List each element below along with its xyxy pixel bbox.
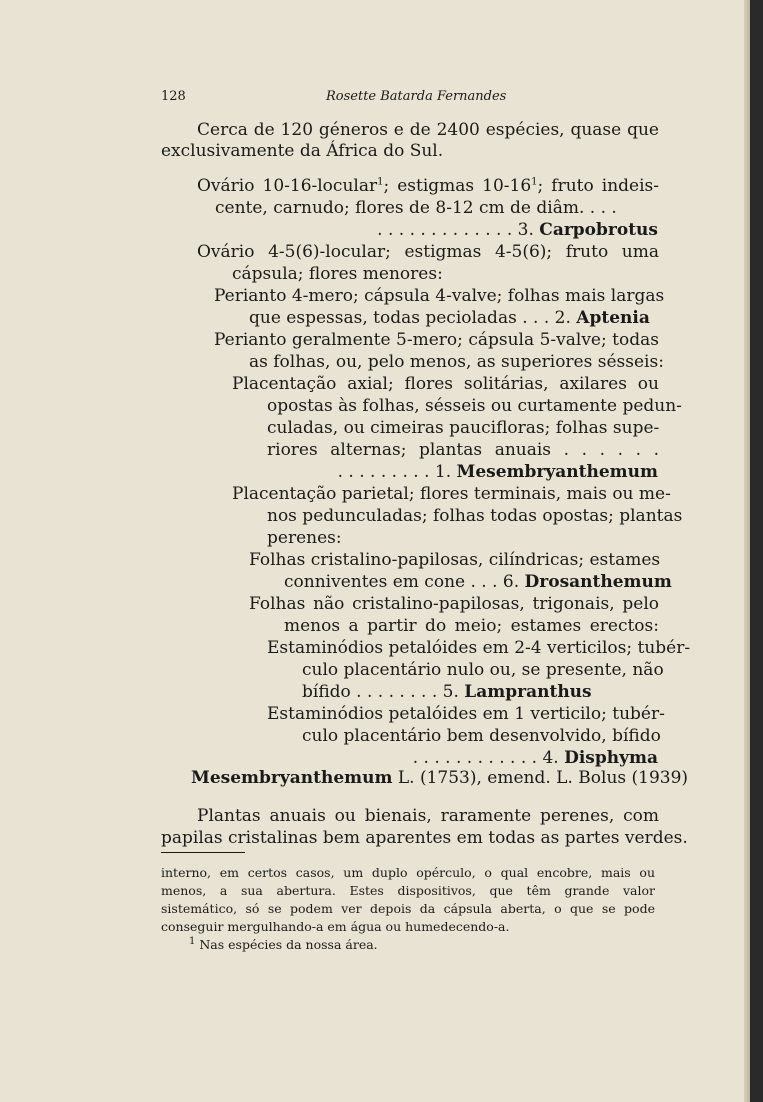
key-line <box>197 175 659 197</box>
footnote-text: Nas espécies da nossa área. <box>199 937 378 952</box>
key-line: cápsula; flores menores: <box>232 264 443 284</box>
key-line: culo placentário bem desenvolvido, bífido <box>302 726 661 746</box>
key-line <box>218 219 658 241</box>
key-line: Folhas não cristalino-papilosas, trigonais, pelo <box>249 594 659 614</box>
key-line <box>302 681 592 703</box>
page-number: 128 <box>161 89 186 104</box>
key-number: 6. <box>502 572 520 592</box>
description-line-1: Plantas anuais ou bienais, raramente perenes, com <box>197 806 659 826</box>
genus-name: Carpobrotus <box>539 220 658 240</box>
genus-name: Disphyma <box>564 748 658 768</box>
key-line: Estaminódios petalóides em 2-4 verticilos; tubér- <box>267 638 691 658</box>
key-line: Folhas cristalino-papilosas, cilíndricas; estames <box>249 550 661 570</box>
genus-heading-authority: L. (1753), emend. L. Bolus (1939) <box>392 768 689 788</box>
key-number: 4. <box>542 748 559 768</box>
footnote-marker: 1 <box>189 935 196 947</box>
footnote-ref: 1 <box>531 176 538 188</box>
key-line: Ovário 4-5(6)-locular; estigmas 4-5(6); fruto uma <box>197 242 659 262</box>
key-text: que espessas, todas pecioladas . . . <box>249 308 550 328</box>
genus-name: Mesembryanthemum <box>456 462 658 482</box>
key-line <box>278 747 658 769</box>
key-line: opostas às folhas, sésseis ou curtamente pedun- <box>267 396 682 416</box>
key-line: Placentação axial; flores solitárias, axilares ou <box>232 374 659 394</box>
footnote-line: sistemático, só se podem ver depois da cápsula aberta, o que se pode <box>161 901 655 916</box>
footnote-1 <box>189 936 378 953</box>
genus-name: Aptenia <box>576 308 650 328</box>
key-line: Perianto 4-mero; cápsula 4-valve; folhas mais largas <box>214 286 665 306</box>
key-line: Perianto geralmente 5-mero; cápsula 5-valve; todas <box>214 330 659 350</box>
leader-dots: . . . . . . . . . <box>337 462 430 482</box>
key-line: perenes: <box>267 528 342 548</box>
key-text: ; estigmas 10-16 <box>383 176 532 196</box>
key-line: nos pedunculadas; folhas todas opostas; plantas <box>267 506 683 526</box>
key-line: culo placentário nulo ou, se presente, não <box>302 660 664 680</box>
key-line <box>249 307 650 329</box>
key-line: riores alternas; plantas anuais . . . . . . <box>267 440 659 460</box>
key-line <box>218 461 658 483</box>
footnote-rule <box>161 852 245 853</box>
key-text: Ovário 10-16-locular <box>197 176 378 196</box>
key-text: conniventes em cone . . . <box>284 572 498 592</box>
intro-line-1: Cerca de 120 géneros e de 2400 espécies, quase que <box>197 120 659 140</box>
key-number: 1. <box>434 462 452 482</box>
key-line: menos a partir do meio; estames erectos: <box>284 616 659 636</box>
key-number: 5. <box>442 682 459 702</box>
intro-line-2: exclusivamente da África do Sul. <box>161 141 444 161</box>
genus-name: Drosanthemum <box>524 572 672 592</box>
key-line: cente, carnudo; flores de 8-12 cm de diâm. . . . <box>215 198 617 218</box>
leader-dots: . . . . . . . . . . . . <box>412 748 538 768</box>
footnote-line: interno, em certos casos, um duplo opérculo, o qual encobre, mais ou <box>161 865 655 880</box>
key-number: 2. <box>554 308 571 328</box>
genus-heading <box>191 767 688 789</box>
key-line: Placentação parietal; flores terminais, mais ou me- <box>232 484 671 504</box>
key-line: Estaminódios petalóides em 1 verticilo; tubér- <box>267 704 665 724</box>
key-line <box>284 571 672 593</box>
footnote-line: conseguir mergulhando-a em água ou humedecendo-a. <box>161 919 510 934</box>
key-line: culadas, ou cimeiras paucifloras; folhas supe- <box>267 418 660 438</box>
description-line-2: papilas cristalinas bem aparentes em todas as partes verdes. <box>161 828 688 848</box>
key-text: ; fruto indeis- <box>537 176 659 196</box>
genus-name: Lampranthus <box>464 682 592 702</box>
key-text: bífido . . . . . . . . <box>302 682 438 702</box>
footnote-ref: 1 <box>377 176 384 188</box>
leader-dots: . . . . . . . . . . . . . <box>377 220 513 240</box>
genus-heading-name: Mesembryanthemum <box>191 768 393 788</box>
key-number: 3. <box>517 220 534 240</box>
footnote-line: menos, a sua abertura. Estes dispositivos, que têm grande valor <box>161 883 655 898</box>
key-line: as folhas, ou, pelo menos, as superiores sésseis: <box>249 352 664 372</box>
running-head: Rosette Batarda Fernandes <box>326 89 507 104</box>
